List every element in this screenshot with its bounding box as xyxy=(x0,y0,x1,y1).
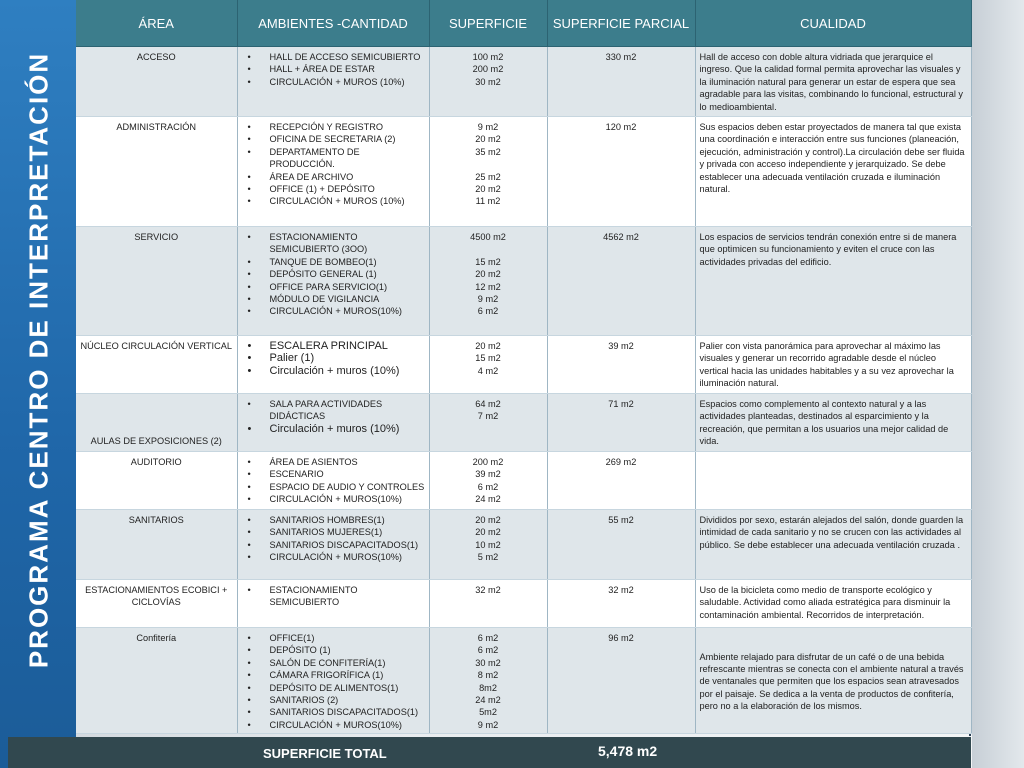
cualidad-cell: Palier con vista panorámica para aprovechar al máximo las visuales y generar un recorrido agradable desde el núcleo vertical hacia las unidades habitables y a su vez aprovechar la iluminación natural. xyxy=(695,336,971,394)
ambiente-item: • RECEPCIÓN Y REGISTRO xyxy=(248,121,425,133)
ambientes-cell xyxy=(237,117,429,227)
ambientes-list xyxy=(242,51,425,88)
superficie-parcial-cell: 96 m2 xyxy=(547,628,695,734)
table-row xyxy=(76,117,971,227)
cualidad-cell: Divididos por sexo, estarán alejados del salón, donde guarden la intimidad de cada sanitario y no se crucen con las actividades al público. Se debe establecer una adecuada ventilación cruzada . xyxy=(695,510,971,580)
superficie-value: 9 m2 xyxy=(477,122,499,132)
ambiente-item: • ESCALERA PRINCIPAL xyxy=(248,340,425,352)
ambientes-cell xyxy=(237,580,429,628)
ambientes-list xyxy=(242,632,425,731)
superficie-value: 15 m2 xyxy=(475,353,501,364)
superficie-value: 7 m2 xyxy=(477,411,499,422)
superficie-parcial-cell: 71 m2 xyxy=(547,394,695,452)
total-value: 5,478 m2 xyxy=(598,743,658,759)
program-table xyxy=(76,0,972,734)
header-area: ÁREA xyxy=(76,0,237,47)
superficie-value: 20 m2 xyxy=(475,527,501,538)
superficie-value: 35 m2 xyxy=(475,146,501,157)
cualidad-cell: Ambiente relajado para disfrutar de un café o de una bebida refrescante mientras se conecta con el ambiente natural a través de ventanales que permiten que los espacios sean atravesados por el paisaje. Se dedica a la venta de productos de confitería, pero no a la elaboración de los mismos. xyxy=(695,628,971,734)
ambiente-item: • OFICINA DE SECRETARIA (2) xyxy=(248,133,425,145)
superficie-parcial-cell: 330 m2 xyxy=(547,47,695,117)
ambiente-item: • OFFICE(1) xyxy=(248,632,425,644)
ambientes-cell xyxy=(237,227,429,336)
table-header-row xyxy=(76,0,971,47)
ambiente-item: • SALA PARA ACTIVIDADES DIDÁCTICAS xyxy=(248,398,425,423)
ambiente-item: • DEPÓSITO (1) xyxy=(248,644,425,656)
area-cell: AUDITORIO xyxy=(76,452,237,510)
cualidad-cell: Espacios como complemento al contexto natural y a las actividades planteadas, destinados al esparcimiento y la recreación, que permitan a los usuarios una mejor calidad de vida. xyxy=(695,394,971,452)
area-cell: ESTACIONAMIENTOS ECOBICI + CICLOVÍAS xyxy=(76,580,237,628)
table-row xyxy=(76,628,971,734)
superficie-cell xyxy=(429,117,547,227)
table-row xyxy=(76,510,971,580)
superficie-value: 4500 m2 xyxy=(470,232,506,242)
superficie-cell xyxy=(429,580,547,628)
header-cualidad: CUALIDAD xyxy=(695,0,971,47)
ambiente-item: • CIRCULACIÓN + MUROS (10%) xyxy=(248,195,425,207)
ambiente-item: • HALL + ÁREA DE ESTAR xyxy=(248,63,425,75)
area-cell: ACCESO xyxy=(76,47,237,117)
ambientes-list xyxy=(242,514,425,564)
ambientes-cell xyxy=(237,47,429,117)
ambiente-item: • SANITARIOS MUJERES(1) xyxy=(248,526,425,538)
superficie-value: 10 m2 xyxy=(475,539,501,550)
ambiente-item: • DEPÓSITO GENERAL (1) xyxy=(248,268,425,280)
ambiente-item: • OFFICE PARA SERVICIO(1) xyxy=(248,281,425,293)
ambiente-item: • SALÓN DE CONFITERÍA(1) xyxy=(248,657,425,669)
ambiente-item: • CÁMARA FRIGORÍFICA (1) xyxy=(248,669,425,681)
ambiente-item: • CIRCULACIÓN + MUROS(10%) xyxy=(248,551,425,563)
ambiente-item: • CIRCULACIÓN + MUROS(10%) xyxy=(248,719,425,731)
superficie-value: 9 m2 xyxy=(477,719,499,730)
superficie-cell xyxy=(429,227,547,336)
ambiente-item: • SANITARIOS DISCAPACITADOS(1) xyxy=(248,539,425,551)
superficie-value: 6 m2 xyxy=(477,645,499,656)
ambiente-item: • DEPÓSITO DE ALIMENTOS(1) xyxy=(248,682,425,694)
table-row xyxy=(76,47,971,117)
right-decoration xyxy=(972,0,1024,768)
page-title: PROGRAMA CENTRO DE INTERPRETACIÓN xyxy=(23,51,54,669)
ambientes-list xyxy=(242,456,425,506)
ambientes-cell xyxy=(237,452,429,510)
ambiente-item: • ESPACIO DE AUDIO Y CONTROLES xyxy=(248,481,425,493)
superficie-parcial-cell: 32 m2 xyxy=(547,580,695,628)
superficie-value: 24 m2 xyxy=(475,695,501,706)
cualidad-cell: Hall de acceso con doble altura vidriada que jerarquice el ingreso. Que la calidad formal permita aprovechar las visuales y la iluminación natural para generar un estar de espera que sea agradable para las visitas, combinando lo funcional, estructural y lo medioambiental. xyxy=(695,47,971,117)
superficie-value: 6 m2 xyxy=(477,481,499,492)
cualidad-cell: Uso de la bicicleta como medio de transporte ecológico y saludable. Actividad como aliada estratégica para disminuir la contaminación ambiental. Recorridos de interpretación. xyxy=(695,580,971,628)
superficie-value: 4 m2 xyxy=(477,365,499,376)
ambiente-item: • ESTACIONAMIENTO SEMICUBIERTO (3OO) xyxy=(248,231,425,256)
table-row xyxy=(76,394,971,452)
ambiente-item: • CIRCULACIÓN + MUROS(10%) xyxy=(248,305,425,317)
ambiente-item: • Circulación + muros (10%) xyxy=(248,423,425,435)
ambientes-list xyxy=(242,340,425,377)
superficie-value: 8m2 xyxy=(479,682,497,693)
area-cell: SANITARIOS xyxy=(76,510,237,580)
area-cell: SERVICIO xyxy=(76,227,237,336)
ambientes-cell xyxy=(237,628,429,734)
header-superficie: SUPERFICIE xyxy=(429,0,547,47)
superficie-cell xyxy=(429,452,547,510)
header-ambientes: AMBIENTES -CANTIDAD xyxy=(237,0,429,47)
superficie-value: 5m2 xyxy=(479,707,497,718)
cualidad-cell xyxy=(695,452,971,510)
superficie-value: 20 m2 xyxy=(475,184,501,195)
ambiente-item: • SANITARIOS HOMBRES(1) xyxy=(248,514,425,526)
superficie-value: 30 m2 xyxy=(475,657,501,668)
ambiente-item: • ESTACIONAMIENTO SEMICUBIERTO xyxy=(248,584,425,609)
superficie-value: 20 m2 xyxy=(475,515,501,525)
superficie-value: 5 m2 xyxy=(477,552,499,563)
superficie-value: 39 m2 xyxy=(475,469,501,480)
superficie-value: 32 m2 xyxy=(475,585,501,595)
ambientes-cell xyxy=(237,510,429,580)
superficie-cell xyxy=(429,336,547,394)
superficie-value: 64 m2 xyxy=(475,399,501,409)
cualidad-cell: Sus espacios deben estar proyectados de manera tal que exista una coordinación e interacción entre sus funciones (planeación, ejecución, administración y control).La circulación debe ser fluida y privada con acceso independiente y jerarquizado. Se debe establecer una adecuada ventilación cruzada e iluminación natural. xyxy=(695,117,971,227)
superficie-value: 24 m2 xyxy=(475,494,501,505)
ambiente-item: • ÁREA DE ASIENTOS xyxy=(248,456,425,468)
ambiente-item: • HALL DE ACCESO SEMICUBIERTO xyxy=(248,51,425,63)
superficie-parcial-cell: 39 m2 xyxy=(547,336,695,394)
superficie-cell xyxy=(429,47,547,117)
ambiente-item: • ESCENARIO xyxy=(248,468,425,480)
area-cell: AULAS DE EXPOSICIONES (2) xyxy=(76,394,237,452)
ambiente-item: • CIRCULACIÓN + MUROS(10%) xyxy=(248,493,425,505)
superficie-value xyxy=(434,158,543,170)
ambientes-list xyxy=(242,584,425,609)
ambientes-cell xyxy=(237,394,429,452)
superficie-value: 9 m2 xyxy=(477,294,499,305)
ambiente-item: • CIRCULACIÓN + MUROS (10%) xyxy=(248,76,425,88)
ambiente-item: • ÁREA DE ARCHIVO xyxy=(248,171,425,183)
area-cell: NÚCLEO CIRCULACIÓN VERTICAL xyxy=(76,336,237,394)
superficie-cell xyxy=(429,628,547,734)
ambientes-list xyxy=(242,121,425,208)
table-row xyxy=(76,227,971,336)
header-superficie-parcial: SUPERFICIE PARCIAL xyxy=(547,0,695,47)
superficie-value: 30 m2 xyxy=(475,76,501,87)
total-label: SUPERFICIE TOTAL xyxy=(263,746,387,761)
superficie-parcial-cell: 55 m2 xyxy=(547,510,695,580)
superficie-value: 8 m2 xyxy=(477,670,499,681)
ambientes-list xyxy=(242,398,425,435)
area-cell: Confitería xyxy=(76,628,237,734)
total-bar xyxy=(8,737,971,768)
superficie-value: 11 m2 xyxy=(475,196,501,207)
superficie-value: 6 m2 xyxy=(477,306,499,317)
area-cell: ADMINISTRACIÓN xyxy=(76,117,237,227)
superficie-value: 20 m2 xyxy=(475,134,501,145)
ambiente-item: • SANITARIOS (2) xyxy=(248,694,425,706)
cualidad-cell: Los espacios de servicios tendrán conexión entre si de manera que optimicen su funcionamiento y eviten el cruce con las actividades privadas del edificio. xyxy=(695,227,971,336)
ambiente-item: • Palier (1) xyxy=(248,352,425,364)
superficie-value: 12 m2 xyxy=(475,281,501,292)
sidebar-band xyxy=(0,0,76,768)
superficie-value: 100 m2 xyxy=(472,52,504,62)
superficie-value: 200 m2 xyxy=(472,457,504,467)
ambiente-item: • SANITARIOS DISCAPACITADOS(1) xyxy=(248,706,425,718)
ambiente-item: • Circulación + muros (10%) xyxy=(248,365,425,377)
ambiente-item: • TANQUE DE BOMBEO(1) xyxy=(248,256,425,268)
ambiente-item: • MÓDULO DE VIGILANCIA xyxy=(248,293,425,305)
ambientes-list xyxy=(242,231,425,318)
ambientes-cell xyxy=(237,336,429,394)
ambiente-item: • DEPARTAMENTO DE PRODUCCIÓN. xyxy=(248,146,425,171)
table-row xyxy=(76,580,971,628)
superficie-cell xyxy=(429,394,547,452)
table-row xyxy=(76,336,971,394)
superficie-value xyxy=(434,243,543,255)
superficie-value: 25 m2 xyxy=(475,171,501,182)
superficie-value: 6 m2 xyxy=(477,633,499,643)
superficie-value: 20 m2 xyxy=(475,269,501,280)
superficie-cell xyxy=(429,510,547,580)
superficie-value: 15 m2 xyxy=(475,256,501,267)
ambiente-item: • OFFICE (1) + DEPÓSITO xyxy=(248,183,425,195)
superficie-parcial-cell: 4562 m2 xyxy=(547,227,695,336)
superficie-value: 20 m2 xyxy=(475,341,501,351)
table-row xyxy=(76,452,971,510)
superficie-parcial-cell: 269 m2 xyxy=(547,452,695,510)
superficie-parcial-cell: 120 m2 xyxy=(547,117,695,227)
superficie-value: 200 m2 xyxy=(472,64,504,75)
